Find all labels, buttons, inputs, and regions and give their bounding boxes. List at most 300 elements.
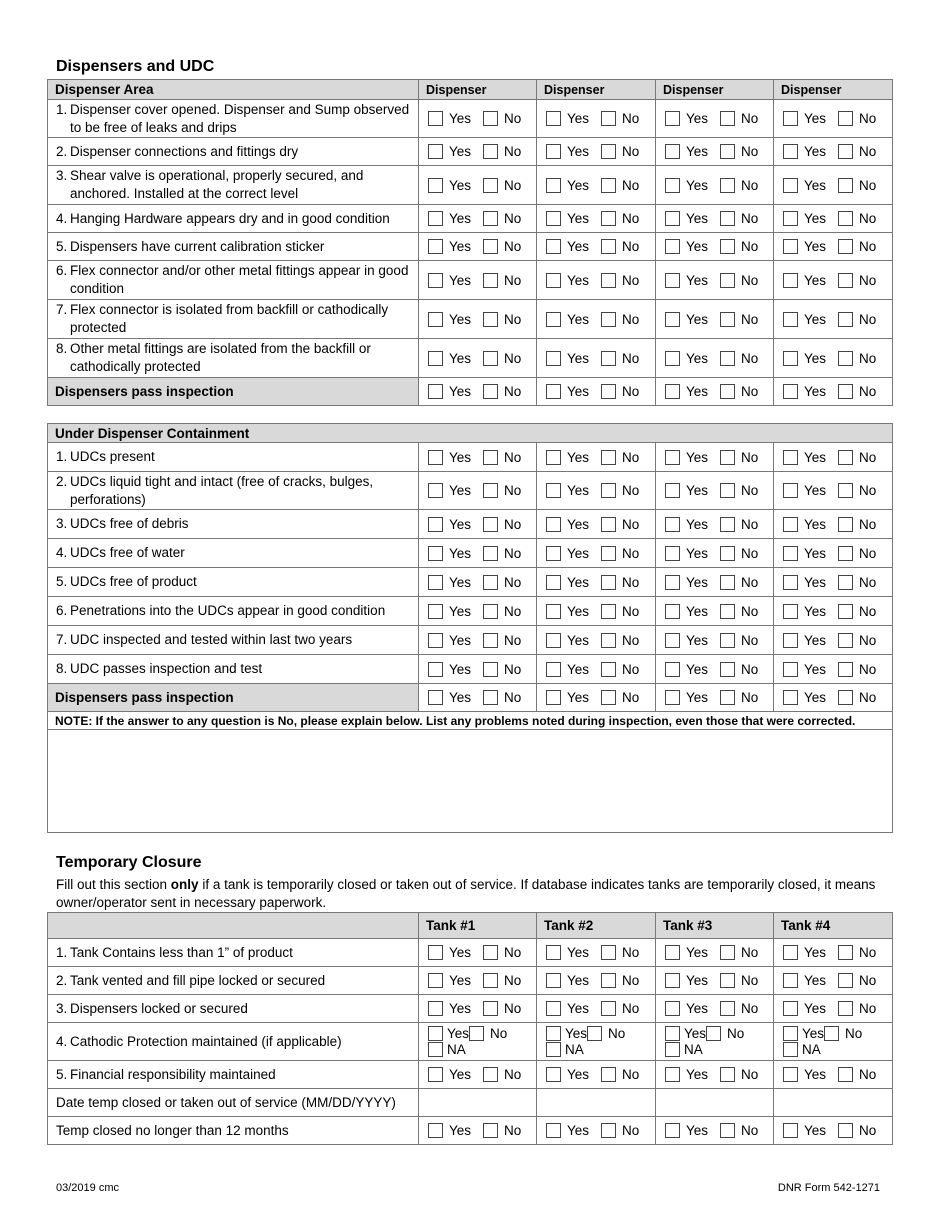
no-label: No (504, 603, 522, 619)
no-checkbox[interactable] (720, 945, 735, 960)
yes-checkbox[interactable] (428, 111, 443, 126)
no-checkbox[interactable] (838, 384, 853, 399)
no-checkbox[interactable] (838, 633, 853, 648)
no-checkbox[interactable] (720, 211, 735, 226)
no-label: No (504, 574, 522, 590)
question-number: 3. (56, 168, 68, 183)
answer-cell (774, 655, 893, 684)
no-label: No (622, 603, 640, 619)
yes-checkbox[interactable] (428, 945, 443, 960)
answer-cell (419, 100, 537, 138)
yes-checkbox[interactable] (783, 1067, 798, 1082)
yes-label: Yes (804, 1001, 827, 1016)
yes-checkbox[interactable] (783, 111, 798, 126)
no-checkbox[interactable] (483, 517, 498, 532)
question-text: UDCs free of water (70, 545, 185, 560)
yes-checkbox[interactable] (546, 1123, 561, 1138)
no-checkbox[interactable] (838, 575, 853, 590)
yes-checkbox[interactable] (428, 1001, 443, 1016)
yes-checkbox[interactable] (783, 945, 798, 960)
yes-checkbox[interactable] (546, 144, 561, 159)
answer-cell (419, 967, 537, 995)
date-input[interactable] (774, 1089, 893, 1117)
yes-checkbox[interactable] (665, 1026, 680, 1041)
no-checkbox[interactable] (838, 945, 853, 960)
yes-checkbox[interactable] (428, 973, 443, 988)
no-label: No (741, 211, 759, 226)
yes-checkbox[interactable] (783, 517, 798, 532)
no-checkbox[interactable] (720, 1123, 735, 1138)
yes-label: Yes (449, 449, 472, 465)
yes-checkbox[interactable] (665, 178, 680, 193)
yes-checkbox[interactable] (546, 690, 561, 705)
no-checkbox[interactable] (838, 517, 853, 532)
no-checkbox[interactable] (838, 604, 853, 619)
yes-checkbox[interactable] (546, 633, 561, 648)
question-number: 6. (56, 603, 68, 618)
no-label: No (859, 1067, 877, 1082)
no-label: No (859, 177, 877, 193)
yes-checkbox[interactable] (783, 312, 798, 327)
yes-checkbox[interactable] (665, 1067, 680, 1082)
no-checkbox[interactable] (601, 111, 616, 126)
yes-label: Yes (686, 384, 709, 399)
yes-label: Yes (567, 945, 590, 960)
yes-checkbox[interactable] (428, 690, 443, 705)
answer-cell (774, 233, 893, 261)
no-label: No (504, 239, 522, 254)
yes-checkbox[interactable] (546, 111, 561, 126)
yes-checkbox[interactable] (783, 483, 798, 498)
no-checkbox[interactable] (720, 973, 735, 988)
no-label: No (622, 516, 640, 532)
yes-checkbox[interactable] (783, 973, 798, 988)
table-row (48, 1023, 893, 1061)
yes-checkbox[interactable] (665, 1123, 680, 1138)
no-checkbox[interactable] (483, 312, 498, 327)
no-label: No (741, 973, 759, 988)
no-checkbox[interactable] (483, 483, 498, 498)
no-checkbox[interactable] (483, 1123, 498, 1138)
yes-label: Yes (686, 603, 709, 619)
yes-checkbox[interactable] (428, 633, 443, 648)
answer-cell (774, 967, 893, 995)
no-checkbox[interactable] (601, 945, 616, 960)
no-checkbox[interactable] (601, 273, 616, 288)
yes-checkbox[interactable] (665, 111, 680, 126)
answer-cell (419, 1023, 537, 1061)
yes-checkbox[interactable] (665, 211, 680, 226)
yes-checkbox[interactable] (783, 178, 798, 193)
yes-label: Yes (567, 516, 590, 532)
yes-checkbox[interactable] (546, 1026, 561, 1041)
no-checkbox[interactable] (601, 633, 616, 648)
no-label: No (622, 973, 640, 988)
yes-checkbox[interactable] (783, 211, 798, 226)
no-checkbox[interactable] (601, 384, 616, 399)
answer-cell (656, 233, 774, 261)
question-number: 7. (56, 632, 68, 647)
no-checkbox[interactable] (483, 604, 498, 619)
no-checkbox[interactable] (720, 633, 735, 648)
no-checkbox[interactable] (483, 1001, 498, 1016)
date-input[interactable] (537, 1089, 656, 1117)
explanation-textarea[interactable] (48, 730, 893, 833)
table-row (48, 568, 893, 597)
no-checkbox[interactable] (720, 239, 735, 254)
no-checkbox[interactable] (483, 690, 498, 705)
yes-checkbox[interactable] (665, 450, 680, 465)
no-checkbox[interactable] (601, 662, 616, 677)
answer-cell (419, 684, 537, 712)
no-checkbox[interactable] (720, 273, 735, 288)
temporary-closure-table (47, 912, 893, 1145)
yes-checkbox[interactable] (783, 633, 798, 648)
yes-checkbox[interactable] (546, 575, 561, 590)
yes-checkbox[interactable] (665, 662, 680, 677)
no-checkbox[interactable] (483, 945, 498, 960)
no-checkbox[interactable] (720, 178, 735, 193)
no-checkbox[interactable] (838, 144, 853, 159)
date-input[interactable] (656, 1089, 774, 1117)
yes-checkbox[interactable] (428, 604, 443, 619)
table-row (48, 597, 893, 626)
yes-checkbox[interactable] (665, 312, 680, 327)
answer-cell (774, 539, 893, 568)
answer-cell (656, 1061, 774, 1089)
no-checkbox[interactable] (601, 483, 616, 498)
yes-checkbox[interactable] (546, 384, 561, 399)
no-checkbox[interactable] (838, 1067, 853, 1082)
answer-cell (774, 339, 893, 378)
no-checkbox[interactable] (838, 312, 853, 327)
yes-checkbox[interactable] (428, 144, 443, 159)
no-checkbox[interactable] (601, 973, 616, 988)
no-checkbox[interactable] (838, 546, 853, 561)
yes-label: Yes (686, 111, 709, 126)
answer-cell (774, 510, 893, 539)
no-checkbox[interactable] (601, 1067, 616, 1082)
no-checkbox[interactable] (720, 604, 735, 619)
no-checkbox[interactable] (838, 973, 853, 988)
yes-checkbox[interactable] (665, 546, 680, 561)
yes-label: Yes (804, 483, 827, 498)
yes-label: Yes (567, 690, 590, 705)
yes-label: Yes (686, 1001, 709, 1016)
yes-checkbox[interactable] (783, 575, 798, 590)
yes-label: Yes (686, 350, 709, 366)
no-checkbox[interactable] (720, 1001, 735, 1016)
no-checkbox[interactable] (720, 483, 735, 498)
no-label: No (504, 690, 522, 705)
no-checkbox[interactable] (601, 351, 616, 366)
yes-label: Yes (686, 177, 709, 193)
answer-cell (537, 472, 656, 510)
no-checkbox[interactable] (838, 450, 853, 465)
na-checkbox[interactable] (428, 1042, 443, 1057)
no-checkbox[interactable] (720, 384, 735, 399)
yes-checkbox[interactable] (428, 351, 443, 366)
yes-checkbox[interactable] (665, 575, 680, 590)
yes-checkbox[interactable] (546, 945, 561, 960)
no-checkbox[interactable] (483, 211, 498, 226)
no-checkbox[interactable] (720, 1067, 735, 1082)
yes-checkbox[interactable] (783, 384, 798, 399)
no-label: No (741, 690, 759, 705)
yes-checkbox[interactable] (665, 604, 680, 619)
table-row (48, 995, 893, 1023)
answer-cell (537, 100, 656, 138)
yes-checkbox[interactable] (428, 384, 443, 399)
no-checkbox[interactable] (483, 351, 498, 366)
no-checkbox[interactable] (601, 517, 616, 532)
no-checkbox[interactable] (601, 211, 616, 226)
table-row (48, 205, 893, 233)
yes-checkbox[interactable] (783, 144, 798, 159)
yes-checkbox[interactable] (428, 178, 443, 193)
question-cell (48, 472, 419, 510)
section-title-dispensers: Dispensers and UDC (56, 58, 215, 75)
no-label: No (504, 350, 522, 366)
table-row (48, 510, 893, 539)
no-checkbox[interactable] (706, 1026, 721, 1041)
question-cell (48, 626, 419, 655)
na-checkbox[interactable] (665, 1042, 680, 1057)
answer-cell (537, 166, 656, 205)
no-checkbox[interactable] (483, 111, 498, 126)
date-input[interactable] (419, 1089, 537, 1117)
yes-label: Yes (567, 239, 590, 254)
question-cell (48, 1023, 419, 1061)
yes-checkbox[interactable] (783, 239, 798, 254)
no-checkbox[interactable] (838, 273, 853, 288)
answer-cell (656, 100, 774, 138)
no-checkbox[interactable] (483, 662, 498, 677)
yes-checkbox[interactable] (428, 1123, 443, 1138)
question-number: 5. (56, 574, 68, 589)
no-checkbox[interactable] (601, 575, 616, 590)
answer-cell (419, 443, 537, 472)
yes-checkbox[interactable] (783, 351, 798, 366)
no-checkbox[interactable] (720, 450, 735, 465)
yes-checkbox[interactable] (546, 546, 561, 561)
dispenser-column-header: Dispenser (774, 80, 893, 100)
yes-checkbox[interactable] (546, 211, 561, 226)
no-checkbox[interactable] (838, 1001, 853, 1016)
yes-checkbox[interactable] (546, 178, 561, 193)
no-checkbox[interactable] (720, 111, 735, 126)
question-cell (48, 100, 419, 138)
answer-cell (537, 378, 656, 406)
no-checkbox[interactable] (601, 312, 616, 327)
yes-checkbox[interactable] (428, 517, 443, 532)
yes-label: Yes (686, 632, 709, 648)
yes-checkbox[interactable] (783, 546, 798, 561)
na-label: NA (565, 1041, 584, 1057)
no-checkbox[interactable] (838, 662, 853, 677)
no-checkbox[interactable] (720, 144, 735, 159)
no-checkbox[interactable] (601, 144, 616, 159)
yes-checkbox[interactable] (783, 1123, 798, 1138)
no-checkbox[interactable] (838, 111, 853, 126)
yes-label: Yes (567, 177, 590, 193)
no-label: No (622, 211, 640, 226)
yes-checkbox[interactable] (665, 633, 680, 648)
yes-checkbox[interactable] (428, 1026, 443, 1041)
no-checkbox[interactable] (838, 239, 853, 254)
no-checkbox[interactable] (720, 662, 735, 677)
no-label: No (504, 211, 522, 226)
yes-checkbox[interactable] (546, 1067, 561, 1082)
pass-label: Dispensers pass inspection (55, 383, 234, 399)
question-number: 5. (56, 238, 68, 254)
no-checkbox[interactable] (483, 384, 498, 399)
yes-checkbox[interactable] (428, 211, 443, 226)
no-label: No (859, 350, 877, 366)
question-text: Cathodic Protection maintained (if applicable) (70, 1033, 342, 1049)
yes-checkbox[interactable] (665, 273, 680, 288)
yes-checkbox[interactable] (783, 1001, 798, 1016)
na-checkbox[interactable] (546, 1042, 561, 1057)
no-label: No (859, 239, 877, 254)
yes-checkbox[interactable] (783, 450, 798, 465)
yes-checkbox[interactable] (546, 1001, 561, 1016)
no-checkbox[interactable] (838, 351, 853, 366)
no-checkbox[interactable] (838, 178, 853, 193)
yes-label: Yes (804, 973, 827, 988)
yes-checkbox[interactable] (428, 483, 443, 498)
no-checkbox[interactable] (601, 450, 616, 465)
yes-checkbox[interactable] (428, 1067, 443, 1082)
no-label: No (741, 545, 759, 561)
answer-cell (537, 510, 656, 539)
yes-checkbox[interactable] (546, 662, 561, 677)
yes-checkbox[interactable] (546, 351, 561, 366)
yes-checkbox[interactable] (665, 517, 680, 532)
no-checkbox[interactable] (483, 633, 498, 648)
yes-checkbox[interactable] (428, 273, 443, 288)
yes-checkbox[interactable] (783, 690, 798, 705)
yes-checkbox[interactable] (546, 517, 561, 532)
yes-checkbox[interactable] (546, 312, 561, 327)
answer-cell (774, 995, 893, 1023)
yes-checkbox[interactable] (428, 312, 443, 327)
no-label: No (741, 384, 759, 399)
no-checkbox[interactable] (601, 604, 616, 619)
question-cell (48, 655, 419, 684)
no-checkbox[interactable] (601, 1123, 616, 1138)
no-checkbox[interactable] (838, 211, 853, 226)
yes-checkbox[interactable] (783, 604, 798, 619)
answer-cell (419, 995, 537, 1023)
yes-checkbox[interactable] (783, 273, 798, 288)
yes-checkbox[interactable] (665, 973, 680, 988)
no-checkbox[interactable] (601, 690, 616, 705)
yes-checkbox[interactable] (783, 1026, 798, 1041)
yes-checkbox[interactable] (546, 239, 561, 254)
no-checkbox[interactable] (838, 483, 853, 498)
no-checkbox[interactable] (483, 273, 498, 288)
no-label: No (504, 177, 522, 193)
no-checkbox[interactable] (601, 1001, 616, 1016)
question-number: 2. (56, 473, 68, 489)
yes-checkbox[interactable] (665, 945, 680, 960)
answer-cell (537, 995, 656, 1023)
yes-checkbox[interactable] (665, 690, 680, 705)
no-checkbox[interactable] (838, 690, 853, 705)
question-text: Date temp closed or taken out of service (MM/DD/YYYY) (56, 1094, 396, 1110)
no-checkbox[interactable] (483, 450, 498, 465)
question-number: 7. (56, 302, 68, 317)
no-checkbox[interactable] (483, 546, 498, 561)
answer-cell (774, 939, 893, 967)
no-checkbox[interactable] (587, 1026, 602, 1041)
question-text: Dispensers locked or secured (70, 1000, 248, 1016)
yes-checkbox[interactable] (665, 483, 680, 498)
udc-table (47, 423, 893, 833)
yes-checkbox[interactable] (546, 604, 561, 619)
no-checkbox[interactable] (824, 1026, 839, 1041)
no-checkbox[interactable] (483, 973, 498, 988)
no-checkbox[interactable] (838, 1123, 853, 1138)
yes-checkbox[interactable] (428, 239, 443, 254)
no-label: No (622, 632, 640, 648)
table-row (48, 166, 893, 205)
no-checkbox[interactable] (720, 690, 735, 705)
yes-checkbox[interactable] (428, 575, 443, 590)
na-checkbox[interactable] (783, 1042, 798, 1057)
no-checkbox[interactable] (601, 178, 616, 193)
no-checkbox[interactable] (720, 351, 735, 366)
table-row (48, 339, 893, 378)
tank-column-header: Tank #3 (656, 913, 774, 939)
yes-checkbox[interactable] (428, 450, 443, 465)
question-cell (48, 300, 419, 339)
no-checkbox[interactable] (720, 312, 735, 327)
yes-checkbox[interactable] (665, 351, 680, 366)
yes-checkbox[interactable] (665, 239, 680, 254)
question-text: Dispenser connections and fittings dry (70, 143, 299, 159)
no-checkbox[interactable] (483, 575, 498, 590)
no-checkbox[interactable] (483, 1067, 498, 1082)
yes-checkbox[interactable] (546, 973, 561, 988)
answer-cell (774, 205, 893, 233)
no-label: No (859, 574, 877, 590)
no-label: No (859, 211, 877, 226)
no-checkbox[interactable] (483, 178, 498, 193)
question-text: Shear valve is operational, properly secured, and anchored. Installed at the correct level (70, 168, 364, 201)
answer-cell (537, 655, 656, 684)
yes-checkbox[interactable] (665, 1001, 680, 1016)
yes-checkbox[interactable] (783, 662, 798, 677)
no-checkbox[interactable] (720, 517, 735, 532)
yes-checkbox[interactable] (428, 662, 443, 677)
no-checkbox[interactable] (601, 546, 616, 561)
no-checkbox[interactable] (601, 239, 616, 254)
yes-checkbox[interactable] (428, 546, 443, 561)
no-checkbox[interactable] (720, 546, 735, 561)
no-checkbox[interactable] (469, 1026, 484, 1041)
yes-checkbox[interactable] (546, 483, 561, 498)
answer-cell (774, 1061, 893, 1089)
yes-checkbox[interactable] (546, 450, 561, 465)
yes-checkbox[interactable] (546, 273, 561, 288)
yes-checkbox[interactable] (665, 144, 680, 159)
no-checkbox[interactable] (720, 575, 735, 590)
no-checkbox[interactable] (483, 144, 498, 159)
no-checkbox[interactable] (483, 239, 498, 254)
yes-checkbox[interactable] (665, 384, 680, 399)
